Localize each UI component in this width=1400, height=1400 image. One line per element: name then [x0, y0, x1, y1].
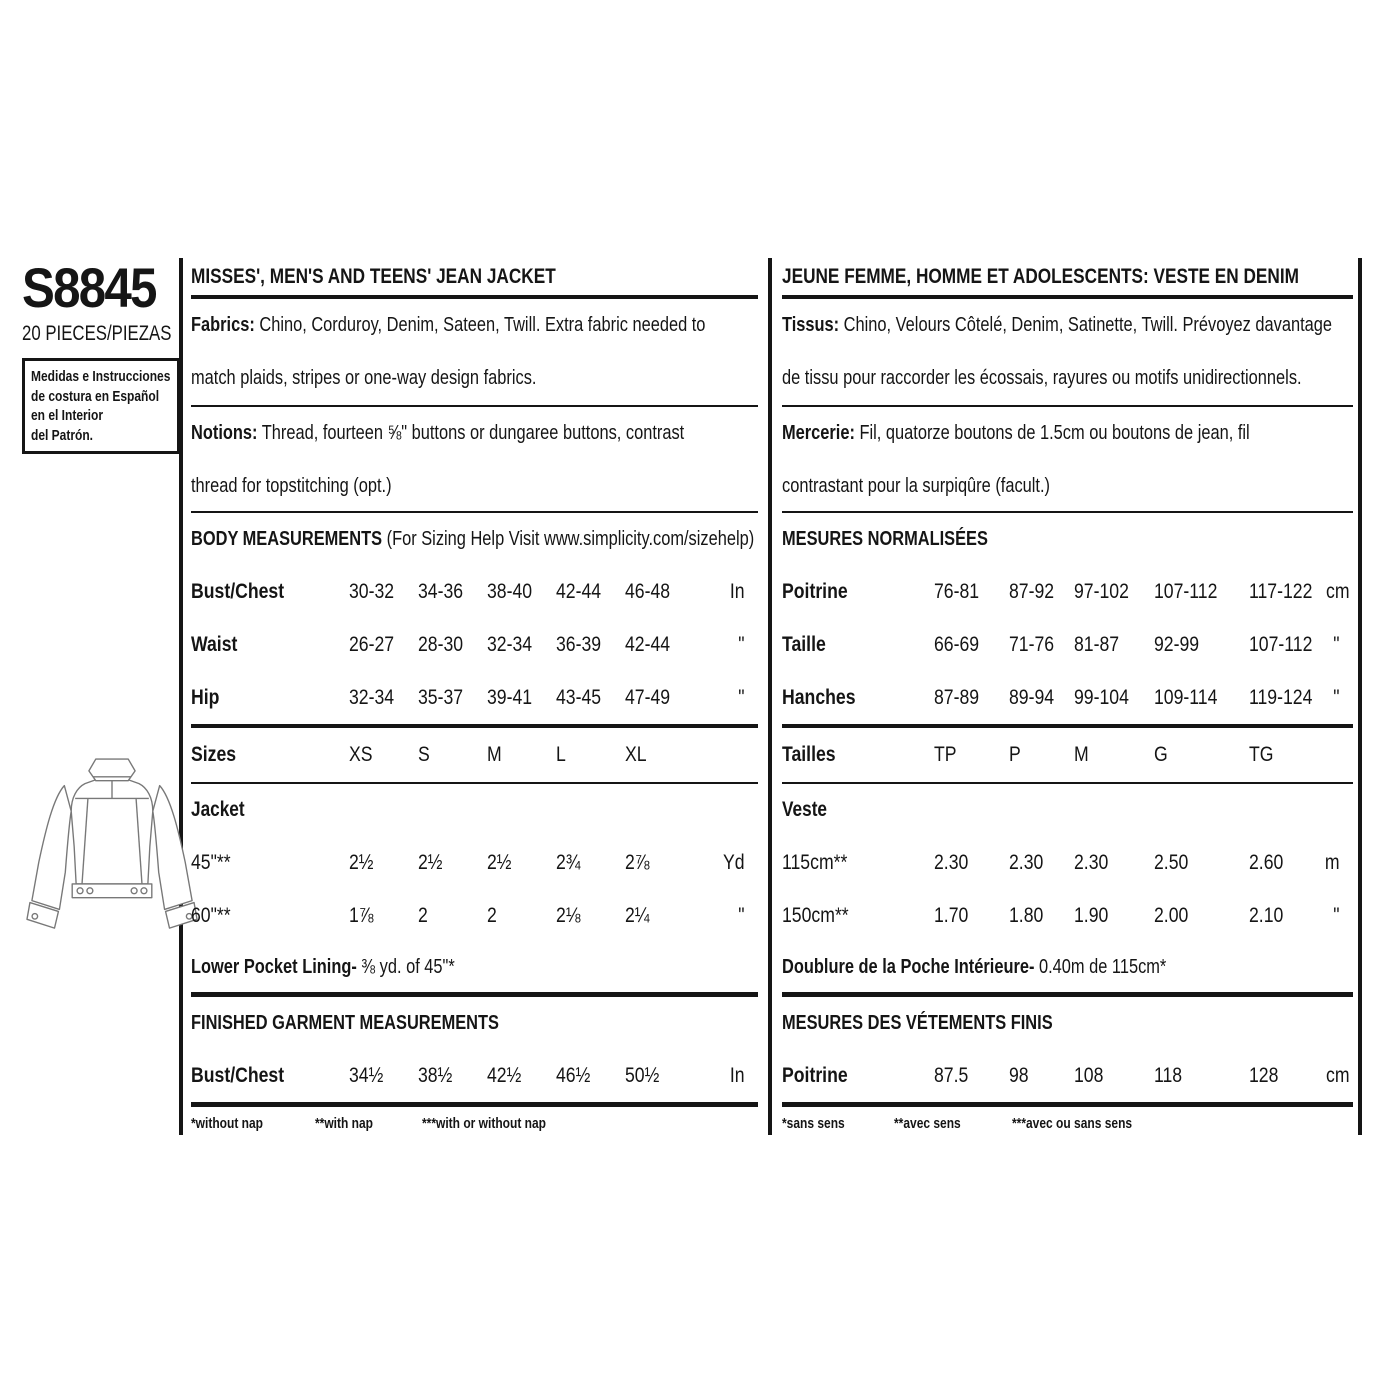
cell-value: 2.30: [1074, 850, 1109, 874]
cell-value: 1.70: [934, 903, 969, 927]
row-label: Poitrine: [782, 1063, 848, 1087]
row-label: 115cm**: [782, 850, 848, 874]
divider-right: [1358, 258, 1362, 1135]
pocket-lining-note: [191, 942, 758, 997]
unit-label: ": [1333, 632, 1340, 656]
cell-value: 42-44: [625, 632, 671, 656]
cell-value: 32-34: [487, 632, 533, 656]
cell-value: 42-44: [556, 579, 602, 603]
cell-value: 26-27: [349, 632, 395, 656]
row-label: Waist: [191, 632, 238, 656]
spanish-note-box: [22, 358, 180, 454]
cell-value: 87-89: [934, 685, 980, 709]
row-label: Bust/Chest: [191, 1063, 285, 1087]
heading-bold: MESURES DES VÉTEMENTS FINIS: [782, 1011, 1053, 1034]
paragraph-line: [191, 460, 758, 513]
garment-heading-text: Veste: [782, 798, 828, 821]
garment-section-heading: [782, 784, 1353, 836]
pocket-text: 0.40m de 115cm*: [1034, 955, 1167, 978]
sidebar: [22, 256, 178, 454]
heading-rest: (For Sizing Help Visit www.simplicity.com/sizehelp): [382, 527, 755, 550]
heading-bold: MESURES NORMALISÉES: [782, 527, 988, 550]
unit-label: cm: [1326, 579, 1350, 603]
body-measurements-heading: [191, 513, 758, 565]
pocket-lining-note: [782, 942, 1353, 997]
fabrics-text: Chino, Velours Côtelé, Denim, Satinette, Twill. Prévoyez davantage: [839, 314, 1333, 336]
fabrics-paragraph: [782, 299, 1353, 407]
row-label: Hip: [191, 685, 220, 709]
cell-value: 30-32: [349, 579, 395, 603]
notions-text: contrastant pour la surpiqûre (facult.): [782, 475, 1050, 497]
cell-value: 2½: [487, 850, 512, 874]
sizes-row: [782, 728, 1353, 784]
row-label: 150cm**: [782, 903, 849, 927]
yardage-row: [191, 836, 758, 889]
divider-middle: [768, 258, 772, 1135]
footnote: **with nap: [315, 1115, 374, 1132]
fabrics-text: de tissu pour raccorder les écossais, rayures ou motifs unidirectionnels.: [782, 367, 1302, 389]
yardage-row: [191, 889, 758, 942]
cell-value: P: [1009, 743, 1021, 766]
notions-text: thread for topstitching (opt.): [191, 475, 392, 497]
body-measurements-table: [191, 565, 758, 728]
row-label: Taille: [782, 632, 826, 656]
footnote: *without nap: [191, 1115, 263, 1132]
pattern-number: S8845: [22, 256, 156, 319]
cell-value: L: [556, 743, 566, 766]
spanish-note-line: de costura en Español: [31, 387, 160, 405]
cell-value: 1.90: [1074, 903, 1109, 927]
unit-label: ": [1333, 685, 1340, 709]
table-row: [782, 671, 1353, 724]
cell-value: 38-40: [487, 579, 533, 603]
paragraph-line: [782, 299, 1353, 352]
section-title-text: MISSES', MEN'S AND TEENS' JEAN JACKET: [191, 264, 556, 288]
finished-measurements-heading: [782, 997, 1353, 1049]
heading-bold: FINISHED GARMENT MEASUREMENTS: [191, 1011, 499, 1034]
section-title: [782, 258, 1353, 299]
cell-value: 2: [418, 903, 428, 927]
paragraph-line: [191, 352, 758, 405]
yardage-table: [782, 836, 1353, 942]
unit-label: ": [738, 632, 745, 656]
yardage-row: [782, 836, 1353, 889]
cell-value: 34-36: [418, 579, 464, 603]
footnotes: [782, 1107, 1353, 1132]
pieces-count: 20 PIECES/PIEZAS: [22, 322, 172, 345]
sizes-row: [191, 728, 758, 784]
cell-value: 2⅞: [625, 850, 650, 874]
heading-bold: BODY MEASUREMENTS: [191, 527, 383, 550]
cell-value: 38½: [418, 1063, 453, 1087]
cell-value: M: [1074, 743, 1089, 766]
english-column: [191, 258, 758, 1132]
row-label: 45"**: [191, 850, 231, 874]
finished-measurements-heading: [191, 997, 758, 1049]
cell-value: 35-37: [418, 685, 464, 709]
cell-value: 2.50: [1154, 850, 1189, 874]
cell-value: M: [487, 743, 502, 766]
paragraph-line: [782, 407, 1353, 460]
cell-value: 43-45: [556, 685, 602, 709]
cell-value: 97-102: [1074, 579, 1129, 603]
cell-value: 1⅞: [349, 903, 374, 927]
cell-value: 76-81: [934, 579, 980, 603]
notions-text: Fil, quatorze boutons de 1.5cm ou boutons de jean, fil: [854, 422, 1250, 444]
footnote: ***avec ou sans sens: [1011, 1115, 1132, 1132]
cell-value: 89-94: [1009, 685, 1055, 709]
pocket-label: Lower Pocket Lining-: [191, 955, 357, 978]
cell-value: 2.60: [1249, 850, 1284, 874]
cell-value: 50½: [625, 1063, 660, 1087]
cell-value: 109-114: [1154, 685, 1218, 709]
fabrics-text: match plaids, stripes or one-way design fabrics.: [191, 367, 537, 389]
fabrics-text: Chino, Corduroy, Denim, Sateen, Twill. Extra fabric needed to: [254, 314, 706, 336]
yardage-row: [782, 889, 1353, 942]
cell-value: 46½: [556, 1063, 591, 1087]
section-title-text: JEUNE FEMME, HOMME ET ADOLESCENTS: VESTE EN DENIM: [782, 264, 1299, 288]
cell-value: 36-39: [556, 632, 602, 656]
unit-label: ": [1333, 903, 1340, 927]
cell-value: 99-104: [1074, 685, 1129, 709]
cell-value: XL: [625, 743, 647, 766]
paragraph-line: [782, 460, 1353, 513]
yardage-table: [191, 836, 758, 942]
unit-label: In: [729, 579, 745, 603]
cell-value: 34½: [349, 1063, 384, 1087]
notions-label: Notions:: [191, 422, 258, 444]
cell-value: 2.30: [1009, 850, 1044, 874]
cell-value: 2.10: [1249, 903, 1284, 927]
unit-label: m: [1324, 850, 1340, 874]
cell-value: 1.80: [1009, 903, 1044, 927]
paragraph-line: [191, 299, 758, 352]
table-row: [191, 1049, 758, 1102]
body-measurements-table: [782, 565, 1353, 728]
pocket-text: ⅜ yd. of 45"*: [356, 955, 455, 978]
cell-value: 47-49: [625, 685, 671, 709]
garment-section-heading: [191, 784, 758, 836]
footnote: ***with or without nap: [421, 1115, 546, 1132]
cell-value: 2¾: [556, 850, 581, 874]
jean-jacket-back-illustration: [26, 752, 198, 947]
unit-label: Yd: [722, 850, 745, 874]
cell-value: 107-112: [1154, 579, 1218, 603]
cell-value: 2⅛: [556, 903, 581, 927]
table-row: [782, 618, 1353, 671]
notions-label: Mercerie:: [782, 422, 855, 444]
cell-value: 87-92: [1009, 579, 1055, 603]
cell-value: 108: [1074, 1063, 1104, 1087]
unit-label: ": [738, 903, 745, 927]
spanish-note-line: Medidas e Instrucciones: [31, 368, 171, 385]
cell-value: 119-124: [1249, 685, 1313, 709]
cell-value: 98: [1009, 1063, 1029, 1087]
cell-value: 66-69: [934, 632, 980, 656]
cell-value: 2.00: [1154, 903, 1189, 927]
table-row: [191, 565, 758, 618]
table-row: [191, 728, 758, 782]
cell-value: XS: [349, 743, 373, 766]
cell-value: 2½: [349, 850, 374, 874]
table-row: [782, 1049, 1353, 1102]
pocket-label: Doublure de la Poche Intérieure-: [782, 955, 1035, 978]
cell-value: 32-34: [349, 685, 395, 709]
notions-text: Thread, fourteen ⅝" buttons or dungaree buttons, contrast: [257, 422, 685, 444]
cell-value: 28-30: [418, 632, 464, 656]
notions-paragraph: [191, 407, 758, 513]
cell-value: 107-112: [1249, 632, 1313, 656]
cell-value: 87.5: [934, 1063, 969, 1087]
body-measurements-heading: [782, 513, 1353, 565]
finished-measurements-table: [782, 1049, 1353, 1107]
cell-value: G: [1154, 743, 1168, 766]
cell-value: S: [418, 743, 430, 766]
cell-value: 42½: [487, 1063, 522, 1087]
cell-value: 2: [487, 903, 497, 927]
cell-value: 118: [1154, 1063, 1183, 1087]
fabrics-label: Fabrics:: [191, 314, 255, 336]
unit-label: In: [729, 1063, 745, 1087]
garment-heading-text: Jacket: [191, 798, 245, 821]
table-row: [782, 565, 1353, 618]
spanish-note-line: del Patrón.: [31, 426, 94, 444]
cell-value: 71-76: [1009, 632, 1055, 656]
fabrics-paragraph: [191, 299, 758, 407]
footnote: *sans sens: [782, 1115, 845, 1132]
row-label: Hanches: [782, 685, 856, 709]
spanish-note-line: en el Interior: [31, 407, 104, 424]
fabrics-label: Tissus:: [782, 314, 840, 336]
footnote: **avec sens: [894, 1115, 962, 1132]
cell-value: 39-41: [487, 685, 533, 709]
cell-value: 2.30: [934, 850, 969, 874]
cell-value: 2¼: [625, 903, 650, 927]
cell-value: 128: [1249, 1063, 1279, 1087]
row-label: Tailles: [782, 743, 836, 766]
table-row: [782, 728, 1353, 782]
notions-paragraph: [782, 407, 1353, 513]
row-label: Poitrine: [782, 579, 848, 603]
table-row: [191, 618, 758, 671]
unit-label: ": [738, 685, 745, 709]
footnotes: [191, 1107, 758, 1132]
cell-value: 2½: [418, 850, 443, 874]
french-column: [782, 258, 1353, 1132]
cell-value: TP: [934, 743, 957, 766]
table-row: [191, 671, 758, 724]
cell-value: 92-99: [1154, 632, 1200, 656]
cell-value: TG: [1249, 743, 1274, 766]
row-label: Bust/Chest: [191, 579, 285, 603]
row-label: Sizes: [191, 743, 237, 766]
unit-label: cm: [1326, 1063, 1350, 1087]
cell-value: 46-48: [625, 579, 671, 603]
paragraph-line: [191, 407, 758, 460]
paragraph-line: [782, 352, 1353, 405]
row-label: 60"**: [191, 903, 231, 927]
cell-value: 81-87: [1074, 632, 1120, 656]
finished-measurements-table: [191, 1049, 758, 1107]
cell-value: 117-122: [1249, 579, 1313, 603]
section-title: [191, 258, 758, 299]
